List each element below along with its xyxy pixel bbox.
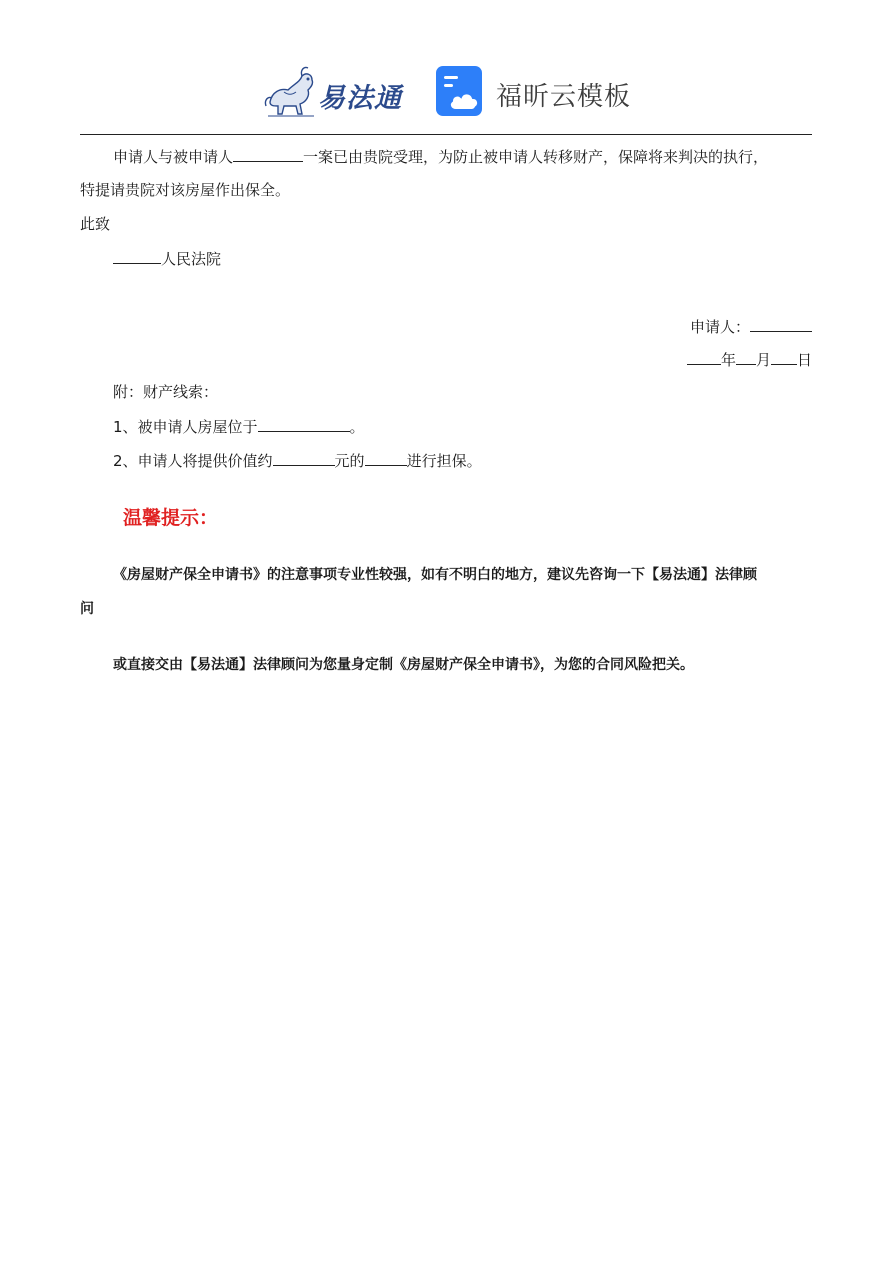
clue-item	[113, 416, 365, 437]
tips-line: 《房屋财产保全申请书》的注意事项专业性较强，如有不明白的地方，建议先咨询一下【易法通】法律顾	[113, 567, 757, 583]
applicant-line	[690, 316, 812, 337]
yifatong-logo	[262, 62, 414, 120]
salutation: 此致	[80, 215, 111, 233]
text-run: 申请人与被申请人	[113, 148, 234, 166]
tips-line-wrap: 问	[80, 601, 94, 617]
text-run: 一案已由贵院受理，为防止被申请人转移财产，保障将来判决的执行，	[303, 148, 769, 166]
page-header	[0, 56, 893, 128]
attachment-title: 附：财产线索：	[113, 383, 219, 401]
paragraph-line: 特提请贵院对该房屋作出保全。	[80, 181, 291, 199]
court-line	[113, 248, 221, 269]
text-run: 申请人：	[689, 318, 750, 336]
date-line	[687, 349, 812, 370]
text-run: 1、被申请人房屋位于	[113, 418, 258, 436]
cloud-document-icon	[434, 64, 486, 118]
fill-blank	[771, 349, 797, 365]
text-run: 人民法院	[161, 250, 222, 268]
clue-item	[113, 450, 482, 471]
fill-blank	[113, 248, 161, 264]
paragraph-line	[113, 146, 768, 167]
qilin-mascot-icon	[262, 62, 320, 120]
fill-blank	[233, 146, 303, 162]
text-run: 进行担保。	[406, 452, 482, 470]
foxit-brand: 福昕云模板	[496, 82, 632, 112]
fill-blank	[273, 450, 335, 466]
fill-blank	[365, 450, 407, 466]
tips-line: 或直接交由【易法通】法律顾问为您量身定制《房屋财产保全申请书》，为您的合同风险把关。	[113, 657, 694, 673]
text-run: 元的	[334, 452, 365, 470]
fill-blank	[258, 416, 350, 432]
fill-blank	[687, 349, 721, 365]
text-run: 。	[349, 418, 365, 436]
text-run: 年	[720, 351, 736, 369]
text-run: 日	[796, 351, 812, 369]
text-run: 2、申请人将提供价值约	[113, 452, 273, 470]
fill-blank	[750, 316, 812, 332]
fill-blank	[736, 349, 756, 365]
tips-title: 温馨提示：	[123, 507, 219, 529]
header-divider	[80, 134, 812, 135]
text-run: 月	[755, 351, 771, 369]
yifatong-brand: 易法通	[318, 83, 402, 114]
